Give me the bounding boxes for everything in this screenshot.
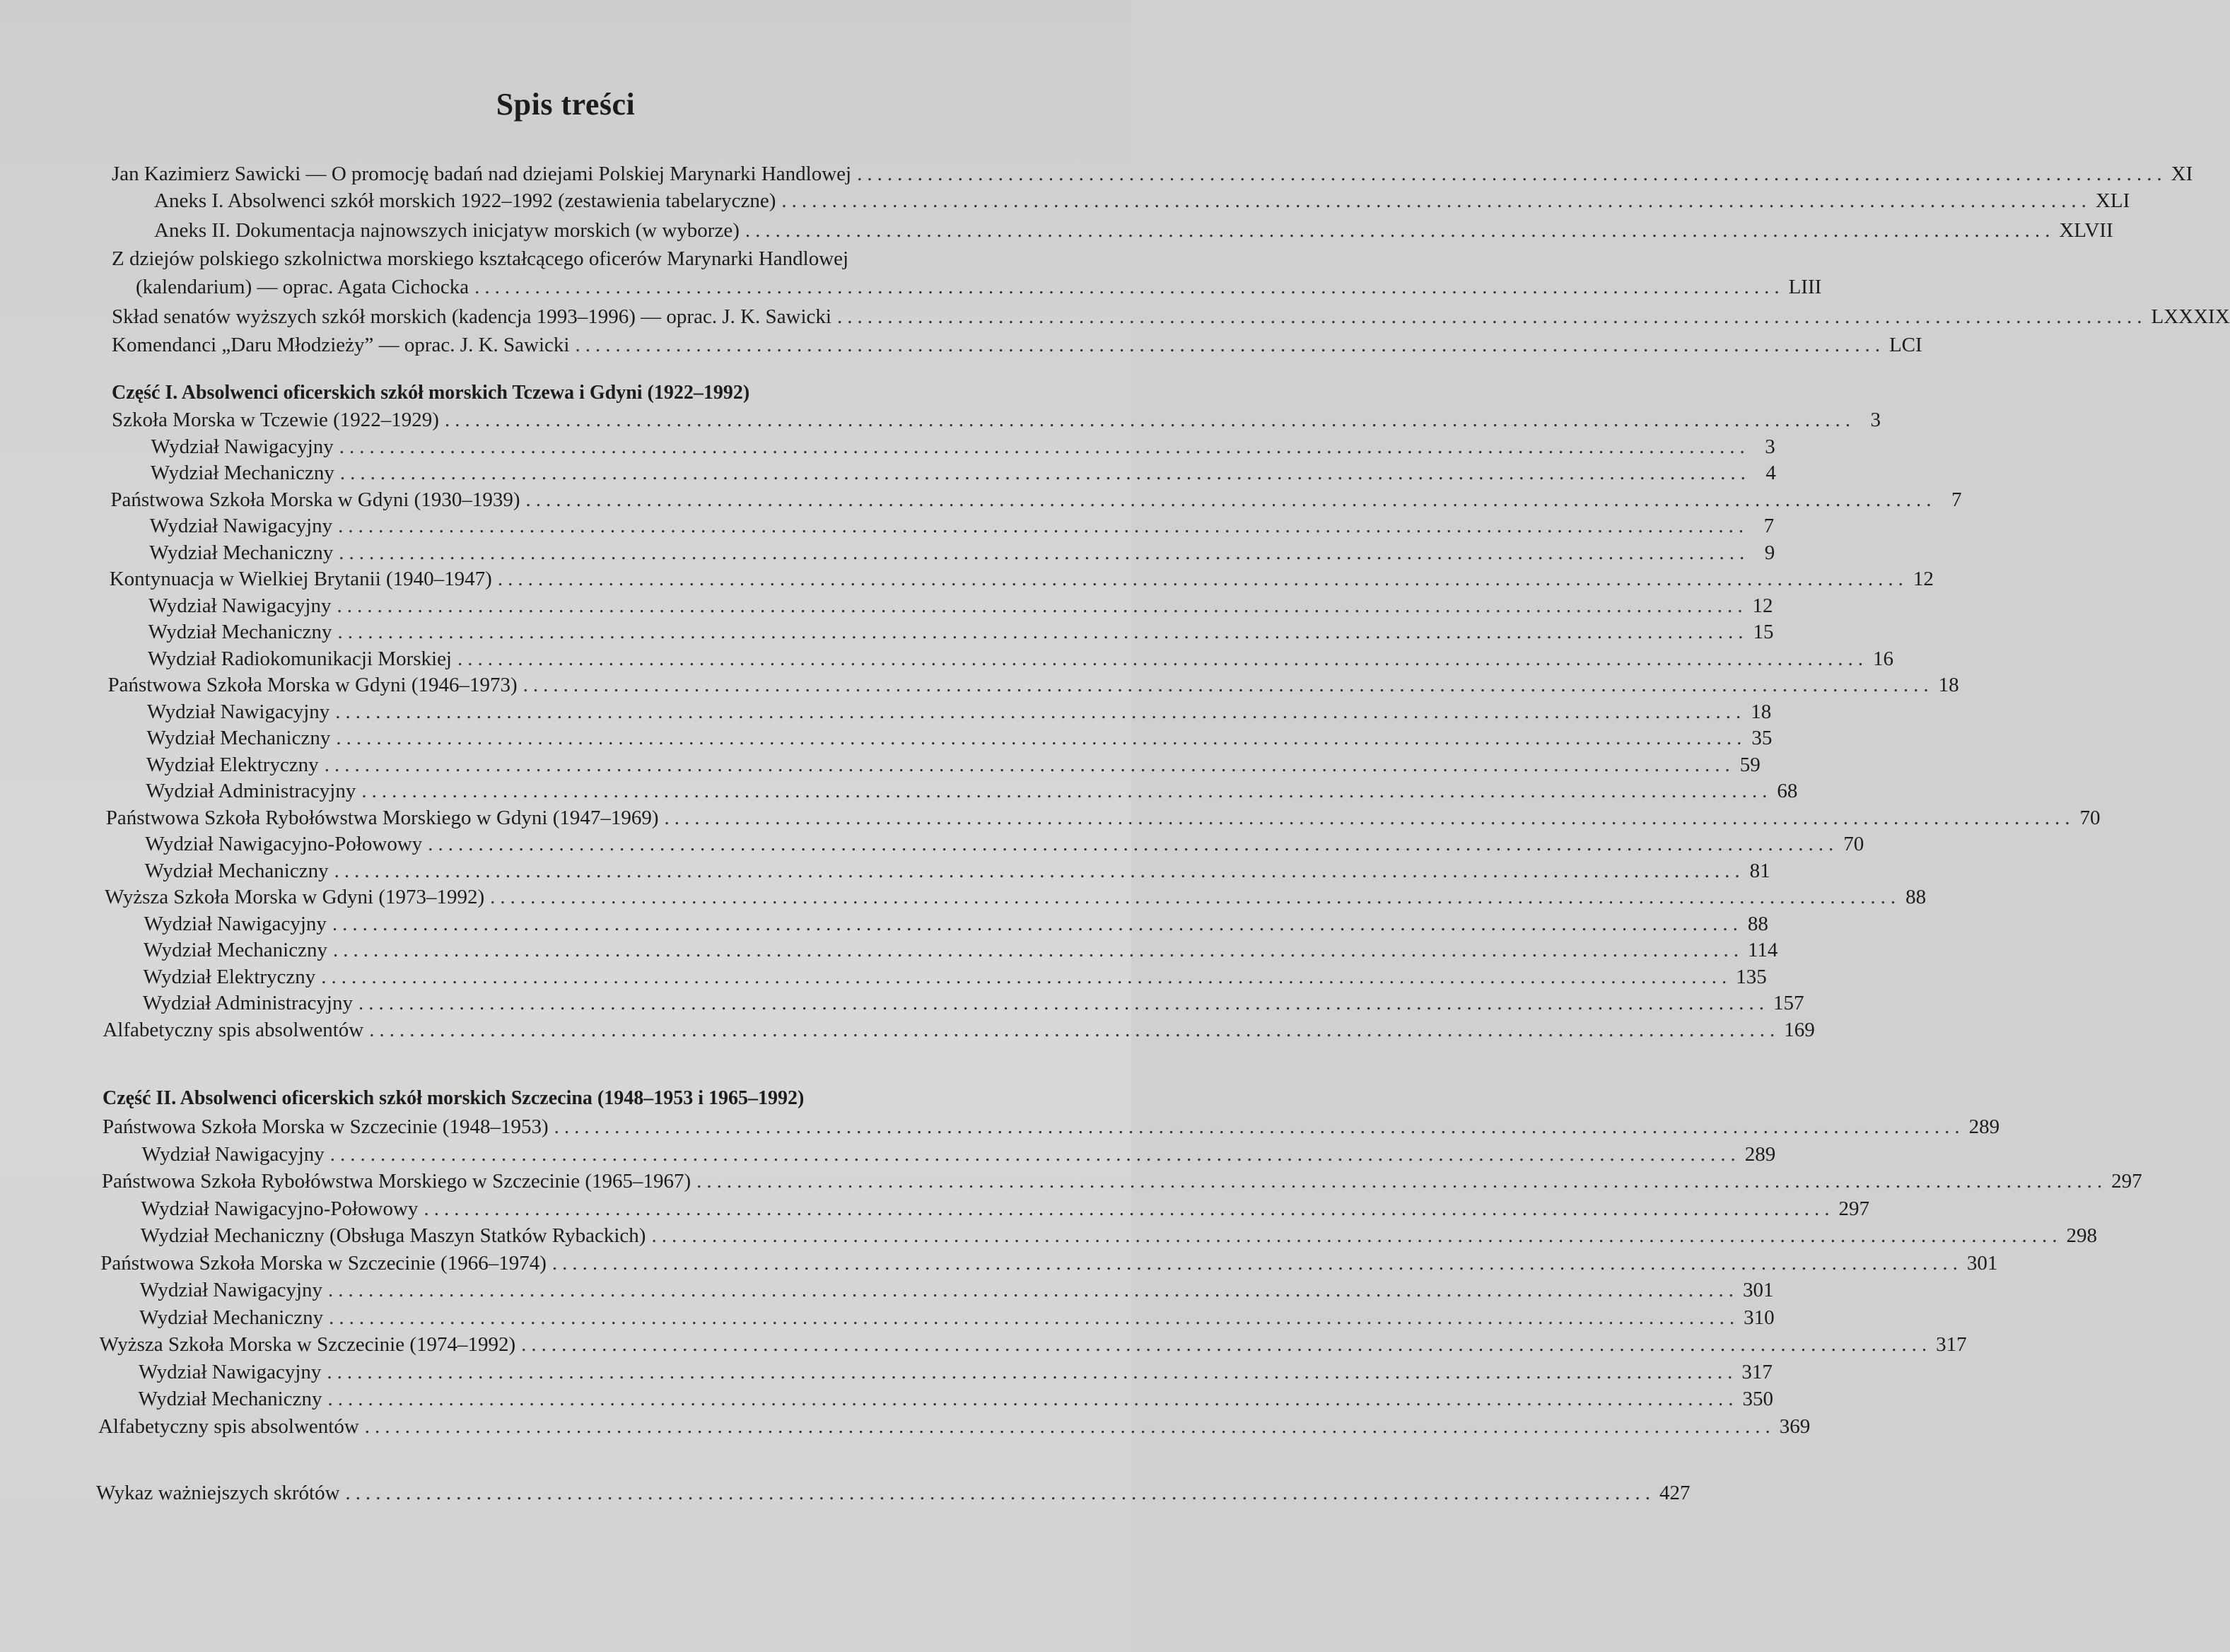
toc-entry	[96, 1479, 1691, 1507]
leader-dots: ..................................................................................................................................	[575, 334, 1885, 356]
entry-label: Wydział Nawigacyjny	[141, 1142, 325, 1166]
toc-subentry	[151, 433, 1775, 461]
entry-label: Wydział Mechaniczny	[144, 939, 327, 961]
entry-label: Wydział Radiokomunikacji Morskiej	[148, 647, 452, 670]
toc-subentry	[138, 1385, 1773, 1413]
entry-page: 16	[1873, 647, 1893, 670]
toc-entry	[110, 486, 1962, 514]
toc-subentry	[148, 645, 1893, 673]
leader-dots: ............................................................................................................................................	[444, 409, 1855, 431]
entry-page: 301	[1743, 1279, 1774, 1301]
leader-dots: ............................................................................................................................................	[523, 674, 1934, 696]
entry-label: Wykaz ważniejszych skrótów	[96, 1482, 340, 1504]
leader-dots: ............................................................................................................................................	[337, 621, 1749, 643]
leader-dots: ............................................................................................................................................	[321, 965, 1732, 988]
entry-page: LIII	[1788, 276, 1822, 298]
toc-subentry	[146, 777, 1798, 805]
leader-dots: ..................................................................................................................................	[745, 219, 2055, 242]
entry-label: Aneks II. Dokumentacja najnowszych inicjatyw morskich (w wyborze)	[154, 219, 740, 242]
entry-page: 317	[1741, 1360, 1773, 1383]
entry-page: 169	[1784, 1018, 1815, 1041]
entry-label: Państwowa Szkoła Morska w Szczecinie (1948–1953)	[103, 1115, 549, 1138]
entry-page: 68	[1777, 780, 1798, 802]
entry-label: Wydział Nawigacyjny	[148, 594, 332, 617]
leader-dots: ............................................................................................................................................	[332, 939, 1744, 961]
entry-page: 350	[1742, 1388, 1773, 1410]
toc-subentry	[146, 751, 1761, 779]
entry-page: 298	[2066, 1224, 2097, 1247]
toc-entry	[112, 160, 2193, 188]
toc-entry	[103, 1016, 1815, 1044]
leader-dots: ............................................................................................................................................	[327, 1388, 1739, 1410]
toc-entry	[109, 565, 1934, 593]
leader-dots: ............................................................................................................................................	[651, 1224, 2062, 1247]
leader-dots: ............................................................................................................................................	[369, 1018, 1780, 1041]
entry-label: Państwowa Szkoła Rybołówstwa Morskiego w Gdyni (1947–1969)	[105, 806, 659, 829]
leader-dots: ............................................................................................................................................	[339, 462, 1751, 484]
toc-subentry	[141, 1140, 1776, 1168]
toc-subentry	[150, 459, 1776, 487]
entry-label: Wydział Mechaniczny	[150, 462, 334, 484]
entry-label: Państwowa Szkoła Rybołówstwa Morskiego w Szczecinie (1965–1967)	[101, 1170, 691, 1193]
leader-dots: ..................................................................................................................................	[781, 189, 2091, 212]
part-heading: Część II. Absolwenci oficerskich szkół morskich Szczecina (1948–1953 i 1965–1992)	[103, 1087, 805, 1109]
entry-page: 427	[1659, 1482, 1691, 1504]
entry-page: 15	[1753, 621, 1774, 643]
leader-dots: ............................................................................................................................................	[424, 1197, 1835, 1220]
leader-dots: ............................................................................................................................................	[339, 541, 1750, 564]
toc-subentry	[140, 1222, 2097, 1250]
entry-page: 88	[1905, 886, 1927, 908]
entry-label: Wydział Nawigacyjny	[139, 1360, 322, 1383]
toc-subentry	[144, 910, 1768, 938]
entry-page: 3	[1765, 435, 1775, 458]
part-heading: Część I. Absolwenci oficerskich szkół morskich Tczewa i Gdyni (1922–1992)	[112, 382, 750, 404]
entry-label: (kalendarium) — oprac. Agata Cichocka	[136, 276, 469, 298]
toc-subentry	[146, 698, 1772, 726]
entry-label: Alfabetyczny spis absolwentów	[98, 1414, 359, 1438]
toc-entry	[112, 303, 2230, 331]
toc-subentry	[148, 618, 1774, 646]
entry-label: Wydział Nawigacyjno-Połowowy	[141, 1197, 419, 1220]
entry-label: Aneks I. Absolwenci szkół morskich 1922–1992 (zestawienia tabelaryczne)	[154, 189, 776, 212]
toc-subentry	[146, 724, 1773, 752]
entry-page: LXXXIX	[2151, 305, 2230, 328]
entry-label: Wydział Nawigacyjny	[151, 435, 334, 458]
leader-dots: ............................................................................................................................................	[497, 568, 1908, 590]
entry-page: 135	[1736, 965, 1767, 988]
leader-dots: ............................................................................................................................................	[328, 1279, 1739, 1301]
entry-label: Państwowa Szkoła Morska w Szczecinie (1966–1974)	[100, 1251, 547, 1275]
entry-page: 59	[1739, 753, 1761, 776]
toc-entry	[105, 804, 2101, 832]
entry-page: 70	[1843, 833, 1864, 855]
entry-page: 9	[1764, 541, 1775, 564]
entry-label: Wydział Nawigacyjny	[144, 912, 327, 935]
leader-dots: ............................................................................................................................................	[338, 515, 1749, 537]
entry-label: Wydział Nawigacyjny	[149, 515, 333, 537]
entry-page: 157	[1773, 992, 1804, 1014]
entry-label: Wydział Mechaniczny	[146, 727, 331, 749]
toc-entry	[100, 1249, 1998, 1277]
toc-entry	[112, 331, 1922, 359]
entry-page: 289	[1744, 1142, 1776, 1166]
leader-dots: ............................................................................................................................................	[554, 1115, 1965, 1138]
entry-page: 297	[2111, 1170, 2142, 1193]
leader-dots: ..................................................................................................................................	[837, 305, 2147, 328]
toc-entry	[99, 1330, 1967, 1359]
leader-dots: ............................................................................................................................................	[337, 594, 1748, 617]
leader-dots: ............................................................................................................................................	[339, 435, 1750, 458]
entry-label: Wydział Elektryczny	[143, 965, 316, 988]
leader-dots: ............................................................................................................................................	[336, 727, 1747, 749]
toc-subentry	[145, 830, 1864, 858]
leader-dots: ............................................................................................................................................	[335, 700, 1746, 723]
leader-dots: ............................................................................................................................................	[551, 1251, 1963, 1275]
toc-subentry	[144, 857, 1770, 885]
entry-page: 12	[1752, 594, 1773, 617]
leader-dots: ............................................................................................................................................	[327, 1360, 1738, 1383]
leader-dots: ............................................................................................................................................	[361, 780, 1773, 802]
entry-page: 114	[1747, 939, 1778, 961]
entry-page: 35	[1751, 727, 1773, 749]
leader-dots: ............................................................................................................................................	[329, 1142, 1741, 1166]
toc-subentry	[139, 1276, 1774, 1304]
entry-label: Szkoła Morska w Tczewie (1922–1929)	[112, 409, 439, 431]
entry-page: XI	[2171, 163, 2193, 185]
toc-entry	[107, 671, 1959, 699]
leader-dots: ............................................................................................................................................	[329, 1306, 1740, 1329]
entry-page: 18	[1751, 700, 1772, 723]
toc-entry	[112, 406, 1881, 434]
entry-page: 289	[1968, 1115, 2000, 1138]
entry-label: Wydział Mechaniczny	[139, 1306, 324, 1329]
entry-label-line1: Z dziejów polskiego szkolnictwa morskiego kształcącego oficerów Marynarki Handlowej	[112, 247, 849, 270]
toc-subentry	[141, 1195, 1869, 1223]
entry-label: Wydział Mechaniczny	[138, 1388, 322, 1410]
entry-label: Wydział Mechaniczny (Obsługa Maszyn Statków Rybackich)	[140, 1224, 646, 1247]
entry-page: 301	[1966, 1251, 1998, 1275]
leader-dots: ..................................................................................................................................	[857, 163, 2167, 185]
leader-dots: ............................................................................................................................................	[457, 647, 1868, 670]
entry-page: 7	[1763, 515, 1775, 537]
toc-subentry	[149, 512, 1775, 540]
entry-label: Alfabetyczny spis absolwentów	[103, 1018, 364, 1041]
toc-entry	[103, 1113, 2000, 1141]
leader-dots: ............................................................................................................................................	[358, 992, 1769, 1014]
entry-page: 369	[1779, 1414, 1811, 1438]
entry-page: 3	[1870, 409, 1881, 431]
entry-label: Państwowa Szkoła Morska w Gdyni (1930–1939)	[110, 488, 520, 511]
leader-dots: ............................................................................................................................................	[664, 806, 2075, 829]
leader-dots: ............................................................................................................................................	[490, 886, 1901, 908]
entry-label: Wyższa Szkoła Morska w Szczecinie (1974–1992)	[99, 1333, 516, 1356]
entry-label: Jan Kazimierz Sawicki — O promocję badań nad dziejami Polskiej Marynarki Handlowej	[112, 163, 852, 185]
entry-label: Państwowa Szkoła Morska w Gdyni (1946–1973)	[107, 674, 518, 696]
toc-entry	[105, 883, 1927, 911]
leader-dots: ............................................................................................................................................	[324, 753, 1735, 776]
entry-label: Wydział Mechaniczny	[148, 621, 332, 643]
entry-label: Wydział Mechaniczny	[149, 541, 334, 564]
entry-label: Wydział Administracyjny	[142, 992, 353, 1014]
toc-subentry	[144, 936, 1778, 964]
entry-page: XLVII	[2059, 219, 2113, 242]
entry-label: Wydział Nawigacyjny	[146, 700, 330, 723]
entry-page: 297	[1838, 1197, 1869, 1220]
entry-page: 70	[2079, 806, 2101, 829]
entry-page: 7	[1951, 488, 1962, 511]
toc-subentry	[139, 1358, 1773, 1386]
toc-entry	[101, 1167, 2142, 1195]
entry-label: Komendanci „Daru Młodzieży” — oprac. J. K. Sawicki	[112, 334, 570, 356]
entry-label: Wydział Nawigacyjno-Połowowy	[145, 833, 423, 855]
entry-page: 12	[1913, 568, 1934, 590]
entry-page: 88	[1747, 912, 1768, 935]
toc-entry	[154, 187, 2130, 215]
entry-page: XLI	[2095, 189, 2130, 212]
entry-label: Skład senatów wyższych szkół morskich (kadencja 1993–1996) — oprac. J. K. Sawicki	[112, 305, 831, 328]
toc-entry	[98, 1412, 1811, 1441]
leader-dots: ............................................................................................................................................	[521, 1333, 1932, 1356]
toc-subentry	[143, 963, 1767, 991]
page-title: Spis treści	[496, 87, 636, 122]
entry-page: 81	[1749, 859, 1770, 882]
entry-page: LCI	[1889, 334, 1922, 356]
entry-label: Wydział Mechaniczny	[144, 859, 329, 882]
leader-dots: ............................................................................................................................................	[525, 488, 1937, 511]
leader-dots: ..................................................................................................................................	[345, 1482, 1656, 1504]
entry-page: 310	[1744, 1306, 1775, 1329]
entry-page: 4	[1765, 462, 1776, 484]
entry-label: Wydział Nawigacyjny	[139, 1279, 323, 1301]
entry-page: 18	[1938, 674, 1959, 696]
entry-label: Wydział Elektryczny	[146, 753, 319, 776]
toc-subentry	[139, 1304, 1775, 1332]
leader-dots: ............................................................................................................................................	[364, 1414, 1775, 1438]
entry-label: Wyższa Szkoła Morska w Gdyni (1973–1992)	[105, 886, 485, 908]
leader-dots: ............................................................................................................................................	[332, 912, 1743, 935]
entry-label: Wydział Administracyjny	[146, 780, 356, 802]
entry-page: 317	[1936, 1333, 1967, 1356]
entry-label: Kontynuacja w Wielkiej Brytanii (1940–1947)	[109, 568, 492, 590]
leader-dots: ............................................................................................................................................	[334, 859, 1745, 882]
leader-dots: ............................................................................................................................................	[428, 833, 1839, 855]
toc-subentry	[149, 539, 1775, 567]
leader-dots: ..................................................................................................................................	[474, 276, 1785, 298]
toc-subentry	[148, 592, 1773, 620]
leader-dots: ............................................................................................................................................	[696, 1170, 2108, 1193]
toc-entry	[154, 216, 2113, 245]
toc-subentry	[142, 989, 1804, 1017]
toc-entry	[136, 273, 1822, 301]
